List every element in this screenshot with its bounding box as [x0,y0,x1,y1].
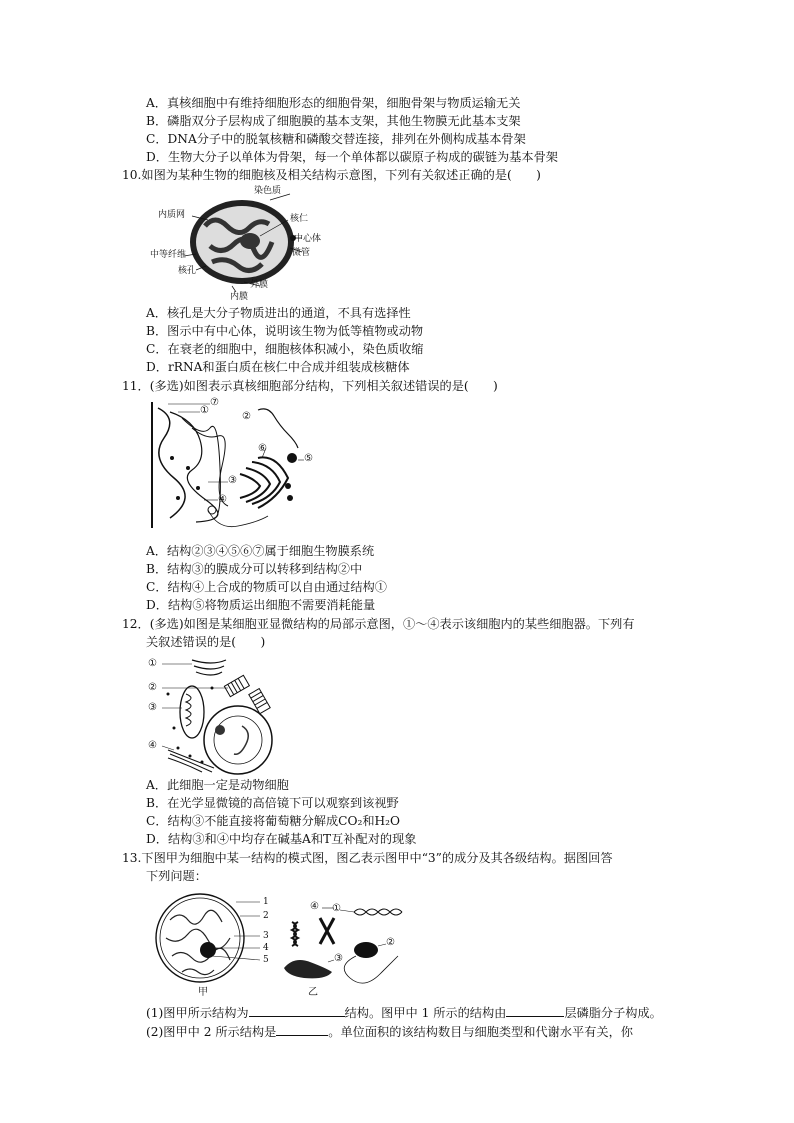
label-nuclear-pore: 核孔 [178,266,197,276]
label-inner-membrane: 内膜 [230,292,249,302]
q10-option-b: B．图示中有中心体，说明该生物为低等植物或动物 [146,324,424,338]
q13-sub2-text-b: 。单位面积的该结构数目与细胞类型和代谢水平有关，你 [328,1025,633,1039]
organelle-diagram [148,654,280,778]
q12-cell-figure [148,654,280,778]
q11-stem: 11．(多选)如图表示真核细胞部分结构，下列相关叙述错误的是( ) [122,379,498,393]
q13-sub1-text-c: 层磷脂分子构成。 [564,1006,662,1020]
fig-a-number-3: 3 [263,931,269,941]
q10-stem: 10.如图为某种生物的细胞核及相关结构示意图，下列有关叙述正确的是( ) [122,168,541,182]
q10-option-a: A．核孔是大分子物质进出的通道，不具有选择性 [146,306,411,320]
q13-figure-a [152,892,276,1000]
q13-sub1-text-b: 结构。图甲中 1 所示的结构由 [344,1006,507,1020]
fig-b-caption: 乙 [308,987,318,998]
mark-1: ① [200,405,209,416]
q13-figure-b [282,898,406,1002]
q10-option-c: C．在衰老的细胞中，细胞核体积减小，染色质收缩 [146,342,424,356]
q13-stem-line1: 13.下图甲为细胞中某一结构的模式图，图乙表示图甲中“3”的成分及其各级结构。据图回答 [122,851,613,865]
fig-a-caption: 甲 [198,987,208,998]
q9-option-c: C．DNA分子中的脱氧核糖和磷酸交替连接，排列在外侧构成基本骨架 [146,132,526,146]
q10-nucleus-figure [150,186,330,304]
mark-1: ① [148,658,157,669]
q11-option-a: A．结构②③④⑤⑥⑦属于细胞生物膜系统 [146,544,375,558]
mark-5: ⑤ [304,453,313,464]
nucleus-diagram [150,186,330,304]
q12-stem-line1: 12．(多选)如图是某细胞亚显微结构的局部示意图，①～④表示该细胞内的某些细胞器。下列有 [122,617,635,631]
answer-blank-1[interactable] [249,1004,345,1017]
label-chromatin: 染色质 [254,186,282,196]
q13-sub1 [146,1004,662,1021]
endomembrane-diagram [148,398,328,536]
label-nucleolus: 核仁 [290,214,309,224]
q10-option-d: D．rRNA和蛋白质在核仁中合成并组装成核糖体 [146,360,410,374]
q13-sub2 [146,1023,633,1040]
fig-a-number-4: 4 [263,943,269,953]
mark-3: ③ [228,475,237,486]
q9-option-b: B．磷脂双分子层构成了细胞膜的基本支架，其他生物膜无此基本支架 [146,114,521,128]
fig-b-mark-2: ② [386,937,395,948]
label-outer-membrane: 外膜 [250,280,269,290]
fig-b-mark-3: ③ [334,953,343,964]
q12-option-b: B．在光学显微镜的高倍镜下可以观察到该视野 [146,796,399,810]
q11-cell-figure [148,398,328,536]
q13-stem-line2: 下列问题： [146,869,207,883]
answer-blank-2[interactable] [506,1004,564,1017]
q11-option-c: C．结构④上合成的物质可以自由通过结构① [146,580,387,594]
mark-4: ④ [148,740,157,751]
mark-6: ⑥ [258,443,267,454]
fig-a-number-2: 2 [263,911,269,921]
q12-option-d: D．结构③和④中均存在碱基A和T互补配对的现象 [146,832,417,846]
q12-option-a: A．此细胞一定是动物细胞 [146,778,289,792]
q12-stem-line2: 关叙述错误的是( ) [146,635,266,649]
mark-4: ④ [218,494,227,505]
q12-option-c: C．结构③不能直接将葡萄糖分解成CO₂和H₂O [146,814,401,828]
fig-a-number-5: 5 [263,955,269,965]
q9-option-d: D．生物大分子以单体为骨架，每一个单体都以碳原子构成的碳链为基本骨架 [146,150,558,164]
fig-b-mark-4: ④ [310,901,319,912]
mark-3: ③ [148,702,157,713]
q11-option-d: D．结构⑤将物质运出细胞不需要消耗能量 [146,598,376,612]
label-centrosome: 中心体 [294,234,322,244]
answer-blank-3[interactable] [276,1023,328,1036]
q13-sub1-text-a: (1)图甲所示结构为 [146,1006,249,1020]
fig-a-number-1: 1 [263,897,269,907]
mark-7: ⑦ [210,397,219,408]
q9-option-a: A．真核细胞中有维持细胞形态的细胞骨架，细胞骨架与物质运输无关 [146,96,521,110]
mark-2: ② [148,682,157,693]
fig-b-mark-1: ① [332,903,341,914]
q13-sub2-text-a: (2)图甲中 2 所示结构是 [146,1025,277,1039]
label-microtubule: 微管 [292,248,311,258]
mark-2: ② [242,411,251,422]
q11-option-b: B．结构③的膜成分可以转移到结构②中 [146,562,363,576]
label-er: 内质网 [158,210,186,220]
label-intermediate-filament: 中等纤维 [150,250,187,260]
nucleus-model-diagram [152,892,276,988]
